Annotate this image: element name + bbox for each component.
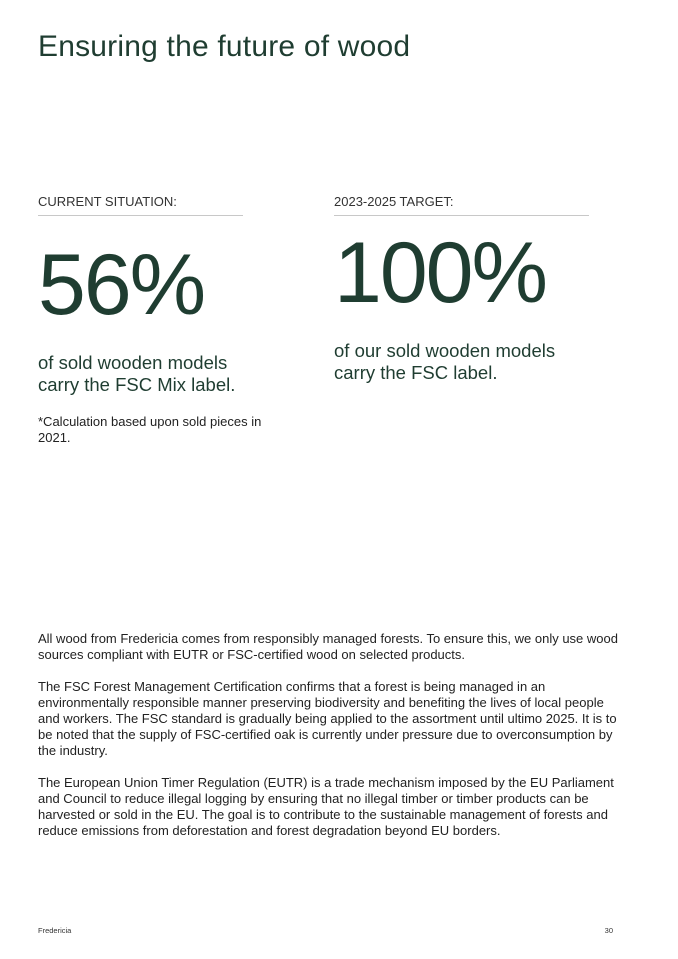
footer-brand: Fredericia [38,926,72,935]
current-situation-label: CURRENT SITUATION: [38,194,243,216]
paragraph-responsible-forests: All wood from Fredericia comes from responsibly managed forests. To ensure this, we only use wood sources compliant with EUTR or FSC-certified wood on selected products. [38,631,618,662]
body-text [38,631,618,855]
current-percentage: 56% [38,237,205,333]
paragraph-eutr: The European Union Timer Regulation (EUTR) is a trade mechanism imposed by the EU Parliament and Council to reduce illegal logging by ensuring that no illegal timber or timber products can be harvested or sold in the EU. The goal is to contribute to the sustainable management of forests and reduce emissions from deforestation and forest degradation beyond EU borders. [38,775,614,838]
target-percentage: 100% [334,225,546,321]
paragraph-fsc-certification: The FSC Forest Management Certification confirms that a forest is being managed in an environmentally responsible manner preserving biodiversity and benefiting the lives of local people and workers. The FSC standard is gradually being applied to the assortment until ultimo 2025. It is to be noted that the supply of FSC-certified oak is currently under pressure due to overconsumption by the industry. [38,679,617,758]
calculation-footnote: *Calculation based upon sold pieces in 2021. [38,414,262,445]
current-description: of sold wooden models carry the FSC Mix label. [38,352,236,395]
page-number: 30 [604,926,613,935]
target-label: 2023-2025 TARGET: [334,194,589,216]
page-title: Ensuring the future of wood [38,30,411,63]
target-stat [334,194,589,384]
current-situation-stat [38,194,262,446]
target-description: of our sold wooden models carry the FSC label. [334,340,556,383]
